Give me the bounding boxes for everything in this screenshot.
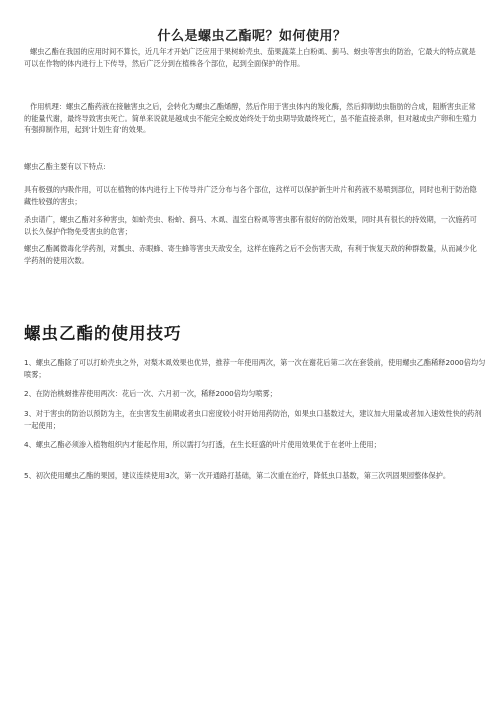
intro-paragraph <box>24 46 482 69</box>
tip-item-4 <box>24 439 486 451</box>
tip-text: 4、螺虫乙酯必须渗入植物组织内才能起作用，所以需打匀打透，在生长旺盛的叶片使用效果优于在老叶上使用； <box>24 440 381 449</box>
feature-text-1: 具有极强的内吸作用，可以在植物的体内进行上下传导并广泛分布与各个部位，这样可以保护新生叶片和药液不易喷到部位，同时也利于防治隐藏性较强的害虫； <box>24 185 477 206</box>
mechanism-text: 作用机理：螺虫乙酯药液在接触害虫之后，会转化为螺虫乙酯烯醇，然后作用于害虫体内的羧化酶，然后抑制幼虫脂肪的合成，阻断害虫正常的能量代谢，最终导致害虫死亡。简单来说就是越成虫不能完全蜕皮始终处于幼虫期导致最终死亡，虽不能直接杀卵，但对越成虫产卵和生殖力有强抑制作用，起到'计划生育'的效果。 <box>24 102 477 134</box>
feature-paragraph-2 <box>24 214 482 237</box>
features-intro-paragraph <box>24 161 482 173</box>
intro-text: 螺虫乙酯在我国的应用时间不算长，近几年才开始广泛应用于果树蚧壳虫、茄果蔬菜上白粉虱、蓟马、蚜虫等害虫的防治，它最大的特点就是可以在作物的体内进行上下传导，然后广泛分到在植株各个部位，起到全面保护的作用。 <box>24 47 476 68</box>
section-heading: 螺虫乙酯的使用技巧 <box>24 324 182 343</box>
tip-text: 3、对于害虫的防治以预防为主，在虫害发生前期或者虫口密度较小时开始用药防治，如果虫口基数过大，建议加大用量或者加入速效性快的药剂一起使用； <box>24 409 482 430</box>
page-title: 什么是螺虫乙酯呢？如何使用？ <box>157 29 347 44</box>
tip-item-1 <box>24 357 486 381</box>
feature-text-3: 螺虫乙酯属微毒化学药剂，对瓢虫、赤眼蜂、寄生蜂等害虫天敌安全，这样在施药之后不会伤害天敌，有利于恢复天敌的种群数量，从而减少化学药剂的使用次数。 <box>24 244 477 265</box>
feature-text-2: 杀虫谱广，螺虫乙酯对多种害虫，如蚧壳虫、粉蚧、蓟马、木虱、温室白粉虱等害虫都有很好的防治效果，同时具有很长的持效期，一次施药可以长久保护作物免受害虫的危害； <box>24 215 477 236</box>
tip-text: 1、螺虫乙酯除了可以打蚧壳虫之外，对梨木虱效果也优异，推荐一年使用两次，第一次在谢花后第二次在套袋前，使用螺虫乙酯稀释2000倍均匀喷雾； <box>24 358 486 379</box>
tip-item-3 <box>24 408 486 432</box>
feature-paragraph-3 <box>24 243 482 266</box>
features-intro-text: 螺虫乙酯主要有以下特点: <box>24 162 106 171</box>
tip-item-2 <box>24 388 486 400</box>
feature-paragraph-1 <box>24 184 482 207</box>
tip-item-5 <box>24 470 486 482</box>
mechanism-paragraph <box>24 101 482 136</box>
tip-text: 5、初次使用螺虫乙酯的果园，建议连续使用3次，第一次开通路打基础，第二次重在治疗，降低虫口基数，第三次巩固果园整体保护。 <box>24 471 451 480</box>
tip-text: 2、在防治桃蚜推荐使用两次：花后一次、六月初一次，稀释2000倍均匀喷雾； <box>24 389 277 398</box>
